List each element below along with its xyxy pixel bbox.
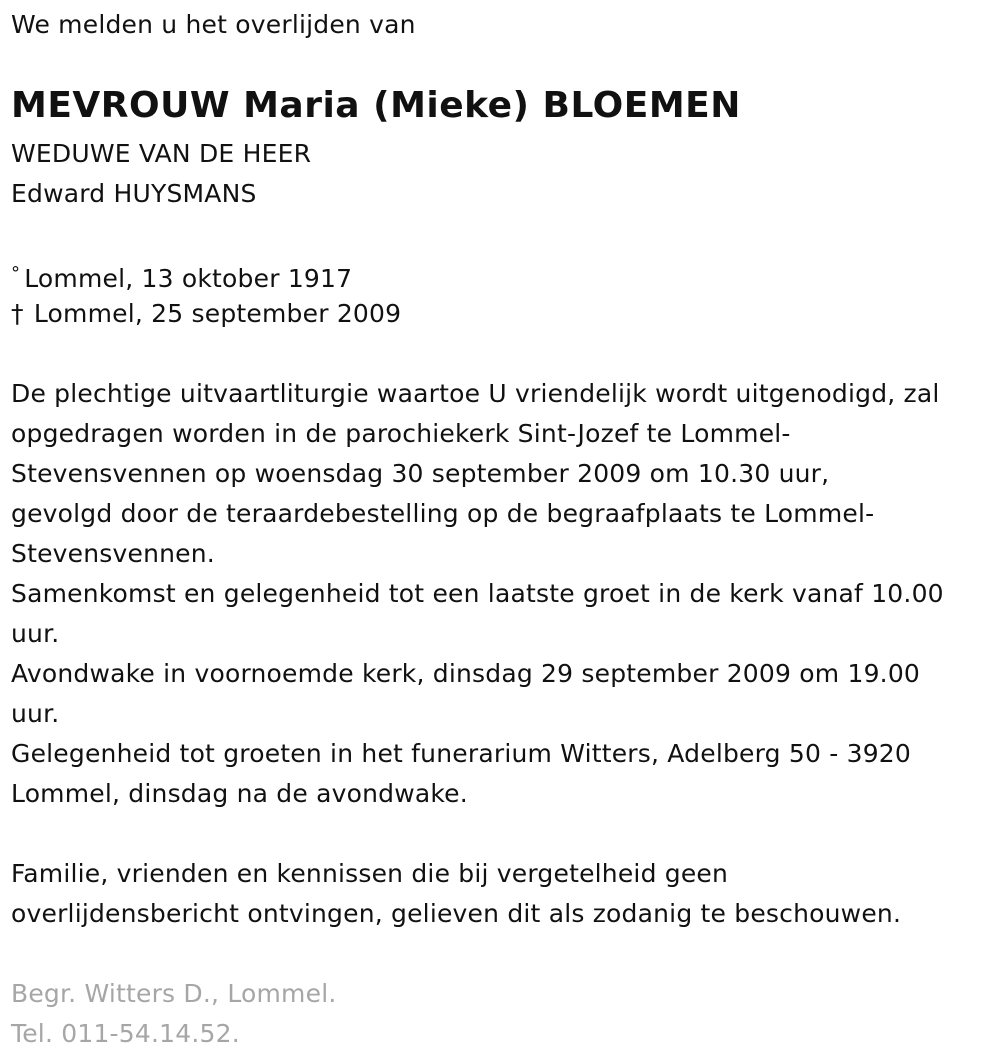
ceremony-line: Samenkomst en gelegenheid tot een laatste groet in de kerk vanaf 10.00 bbox=[11, 579, 944, 608]
ceremony-line: Lommel, dinsdag na de avondwake. bbox=[11, 779, 468, 808]
family-block bbox=[11, 854, 901, 934]
birth-icon: ° bbox=[11, 263, 21, 284]
intro-text: We melden u het overlijden van bbox=[11, 10, 416, 39]
birth-text: Lommel, 13 oktober 1917 bbox=[24, 264, 353, 293]
death-line bbox=[11, 294, 401, 334]
ceremony-line: Stevensvennen. bbox=[11, 539, 215, 568]
birth-line bbox=[11, 254, 401, 294]
spouse-name: Edward HUYSMANS bbox=[11, 179, 257, 208]
ceremony-line: Stevensvennen op woensdag 30 september 2009 om 10.30 uur, bbox=[11, 459, 830, 488]
ceremony-line: Avondwake in voornoemde kerk, dinsdag 29 september 2009 om 19.00 bbox=[11, 659, 921, 688]
ceremony-line: De plechtige uitvaartliturgie waartoe U vriendelijk wordt uitgenodigd, zal bbox=[11, 379, 940, 408]
family-line: overlijdensbericht ontvingen, gelieven dit als zodanig te beschouwen. bbox=[11, 899, 902, 928]
ceremony-line: Gelegenheid tot groeten in het funerarium Witters, Adelberg 50 - 3920 bbox=[11, 739, 912, 768]
cross-icon: † bbox=[11, 299, 24, 328]
widow-block bbox=[11, 134, 311, 214]
undertaker-name: Begr. Witters D., Lommel. bbox=[11, 979, 337, 1008]
family-line: Familie, vrienden en kennissen die bij vergetelheid geen bbox=[11, 859, 729, 888]
ceremony-line: gevolgd door de teraardebestelling op de begraafplaats te Lommel- bbox=[11, 499, 875, 528]
undertaker-block bbox=[11, 974, 336, 1054]
widow-title: WEDUWE VAN DE HEER bbox=[11, 139, 312, 168]
ceremony-block bbox=[11, 374, 944, 814]
deceased-name: MEVROUW Maria (Mieke) BLOEMEN bbox=[11, 85, 741, 126]
ceremony-line: opgedragen worden in de parochiekerk Sint-Jozef te Lommel- bbox=[11, 419, 791, 448]
undertaker-phone: Tel. 011-54.14.52. bbox=[11, 1019, 240, 1048]
dates-block bbox=[11, 254, 401, 334]
death-text: Lommel, 25 september 2009 bbox=[33, 299, 402, 328]
ceremony-line: uur. bbox=[11, 619, 60, 648]
ceremony-line: uur. bbox=[11, 699, 60, 728]
